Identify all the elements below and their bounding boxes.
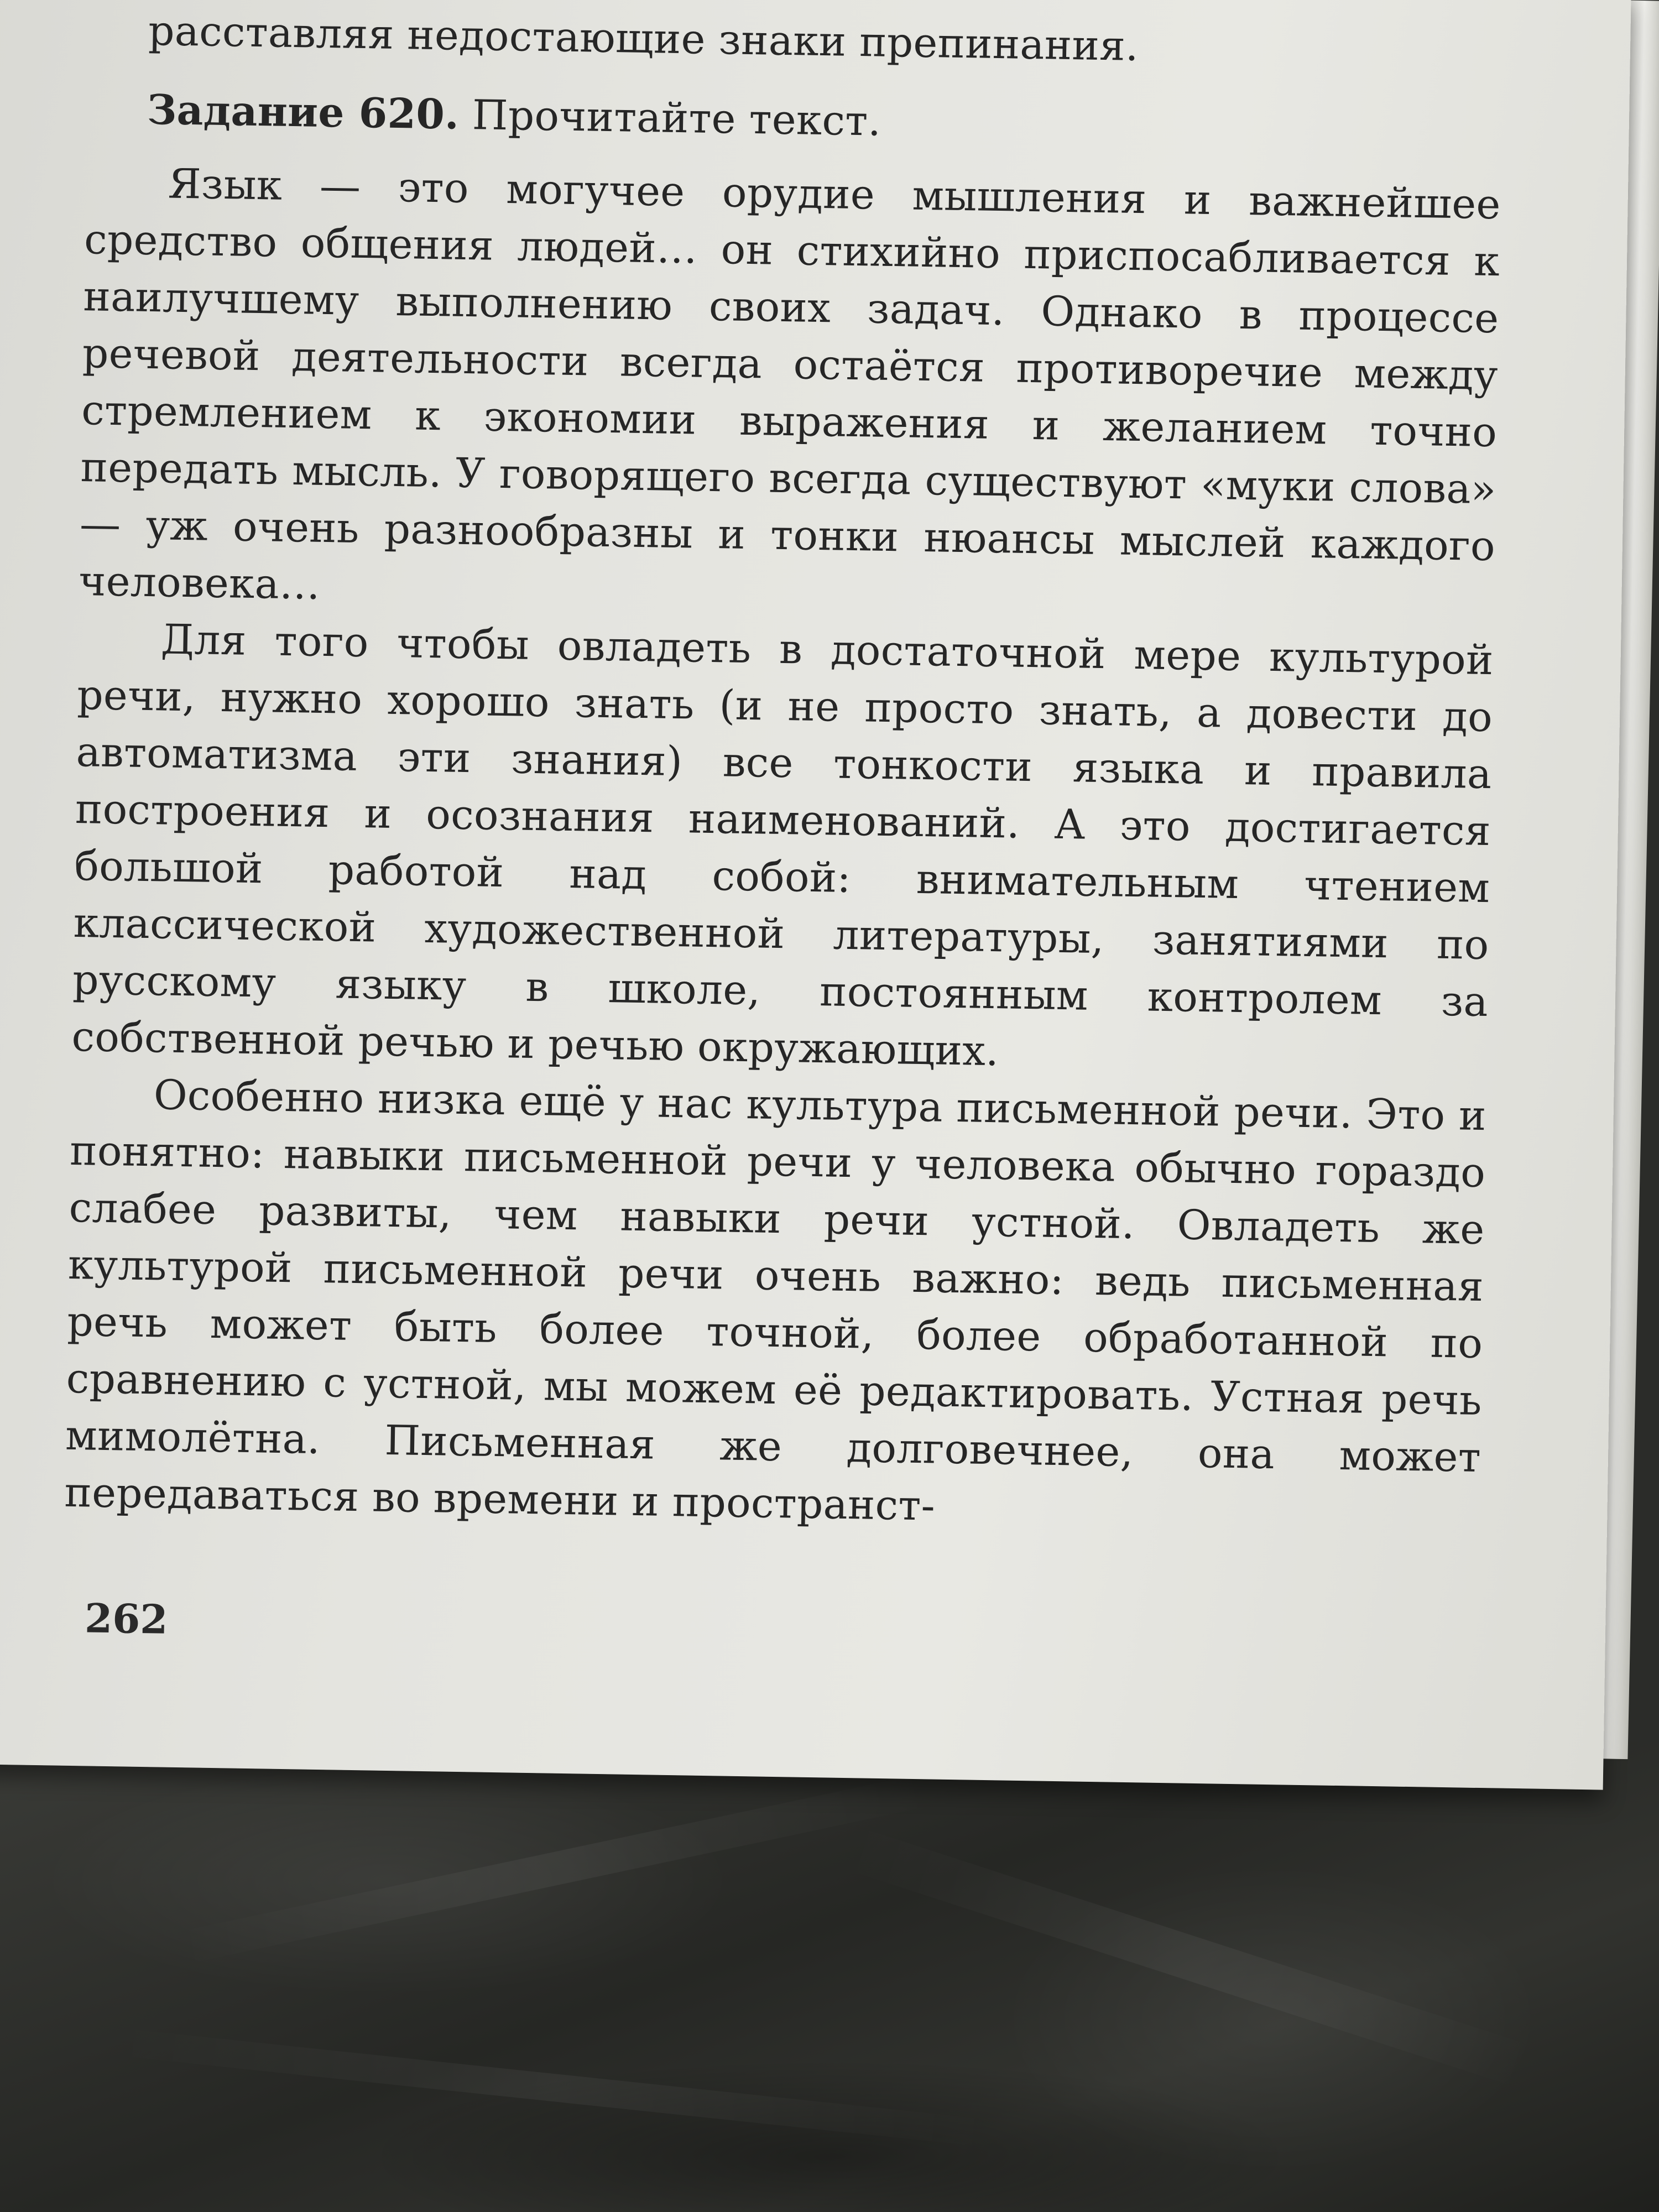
fabric-fold [171, 1772, 935, 1966]
fabric-fold [840, 1825, 1537, 2090]
page-number: 262 [84, 1594, 169, 1643]
task-label: Задание 620. [147, 86, 460, 139]
fabric-fold [112, 2028, 994, 2148]
fabric-background [0, 1742, 1659, 2212]
top-line: расставляя недостающие знаки препинания. [148, 7, 1139, 70]
paragraph-1: Язык — это могучее орудие мышления и важнейшее средство общения людей… он стихийно приспосабливается к наилучшему выполнению своих задач. Однако в процессе речевой деятельности всегда остаётся противоречие между стремлением к экономии выражения и желанием точно передать мысль. У говорящего всегда существуют «муки слова» — уж очень разнообразны и тонки нюансы мыслей каждого человека… [78, 160, 1501, 609]
task-text: Прочитайте текст. [472, 91, 881, 145]
page-text [64, 2, 1504, 1543]
paragraph-3: Особенно низка ещё у нас культура письменной речи. Это и понятно: навыки письменной речи у человека обычно гораздо слабее развиты, чем навыки речи устной. Овладеть же культурой письменной речи очень важно: ведь письменная речь может быть более точной, более обработанной по сравнению с устной, мы можем её редактировать. Устная речь мимолётна. Письменная же долговечнее, она может передаваться во времени и пространст- [64, 1071, 1487, 1530]
task-heading [147, 82, 1502, 160]
paragraph-2: Для того чтобы овладеть в достаточной мере культурой речи, нужно хорошо знать (и не просто знать, а довести до автоматизма эти знания) все тонкости языка и правила построения и осознания наименований. А это достигается большой работой над собой: внимательным чтением классической художественной литературы, занятиями по русскому языку в школе, постоянным контролем за собственной речью и речью окружающих. [71, 615, 1494, 1076]
